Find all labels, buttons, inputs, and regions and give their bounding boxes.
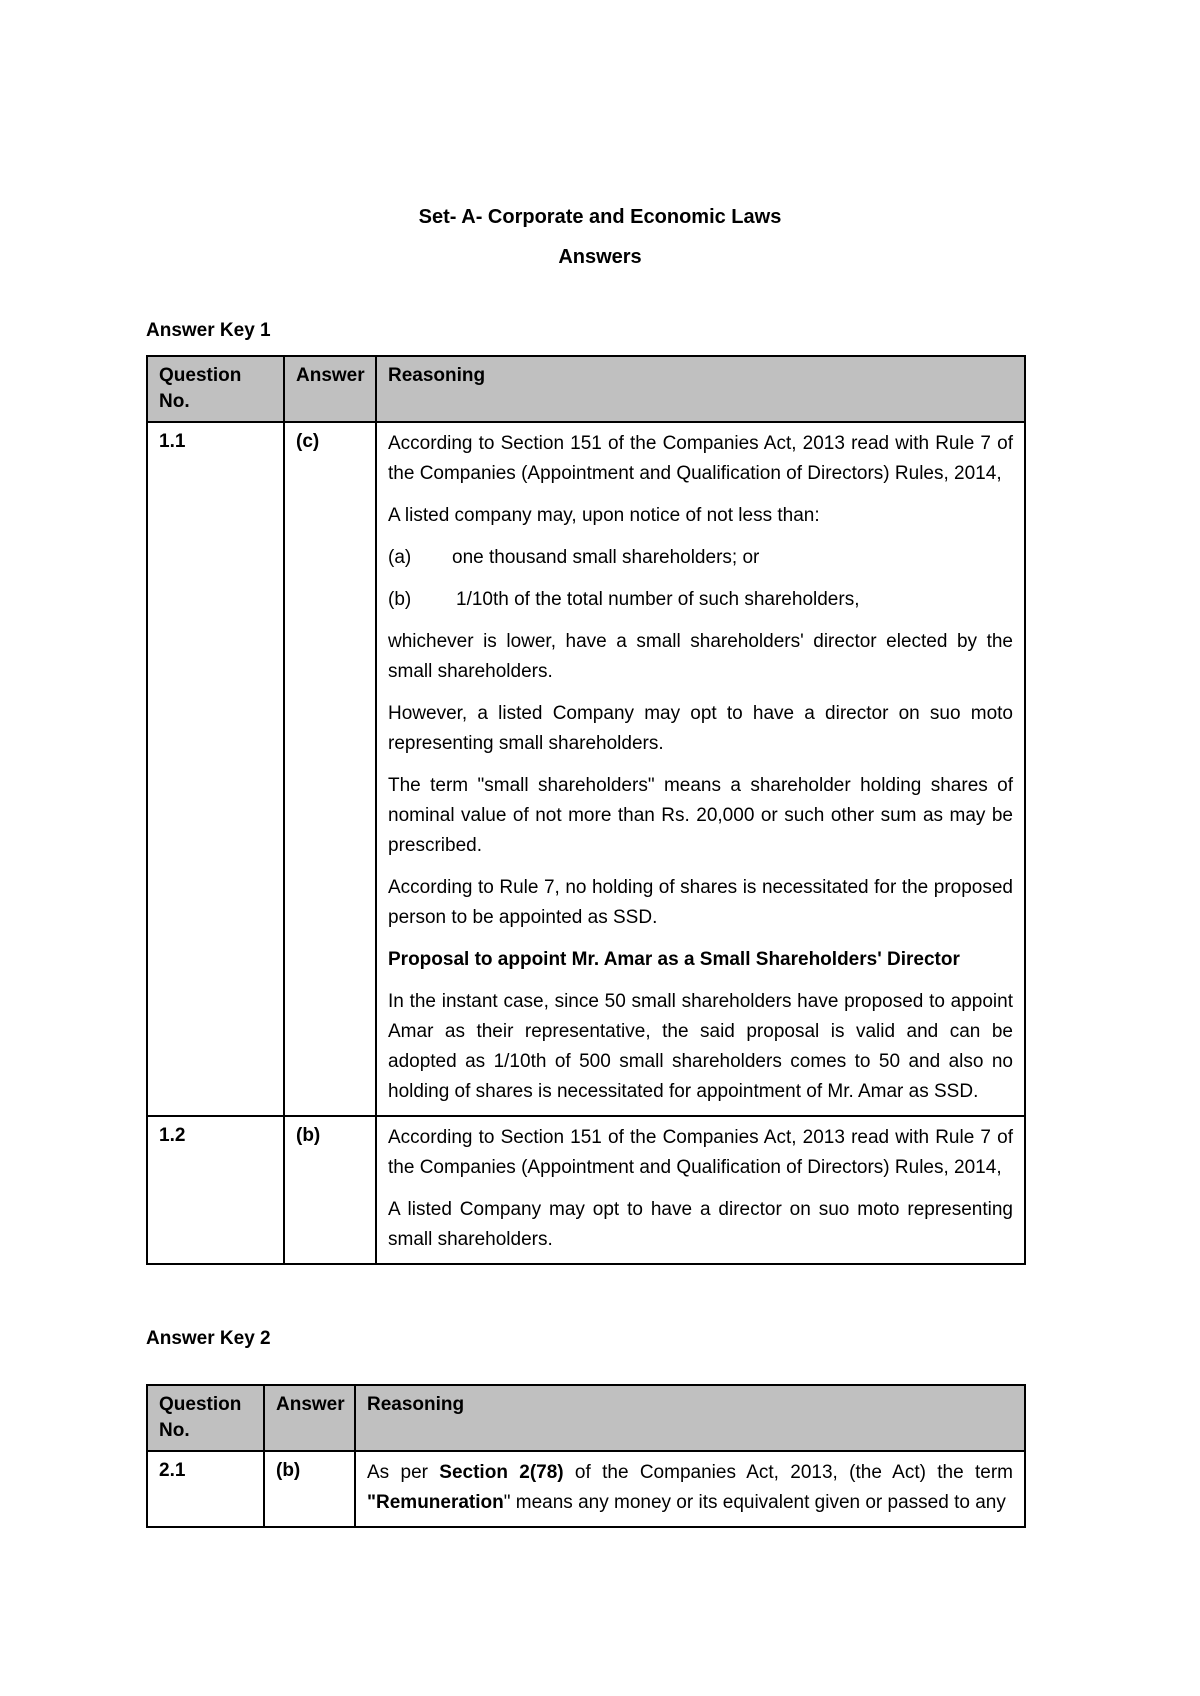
column-header-question: Question No. bbox=[147, 1385, 264, 1451]
question-number: 2.1 bbox=[147, 1451, 264, 1527]
question-number: 1.1 bbox=[147, 422, 284, 1116]
list-item-b bbox=[388, 585, 1013, 615]
table-header-row bbox=[147, 356, 1025, 422]
answer-option: (b) bbox=[264, 1451, 355, 1527]
reasoning-bold-text: Section 2(78) bbox=[439, 1462, 564, 1483]
reasoning-paragraph: However, a listed Company may opt to have a director on suo moto representing small shareholders. bbox=[388, 703, 1013, 754]
column-header-reasoning: Reasoning bbox=[355, 1385, 1025, 1451]
reasoning-paragraph: According to Rule 7, no holding of shares is necessitated for the proposed person to be appointed as SSD. bbox=[388, 877, 1013, 928]
column-header-reasoning: Reasoning bbox=[376, 356, 1025, 422]
answer-option: (c) bbox=[284, 422, 376, 1116]
reasoning-paragraph: According to Section 151 of the Companies Act, 2013 read with Rule 7 of the Companies (Appointment and Qualification of Directors) Rules, 2014, bbox=[388, 433, 1013, 484]
table-header-row bbox=[147, 1385, 1025, 1451]
answer-key-1-heading: Answer Key 1 bbox=[146, 320, 271, 341]
list-item-a bbox=[388, 543, 1013, 573]
table-row bbox=[147, 1451, 1025, 1527]
list-text: 1/10th of the total number of such shareholders, bbox=[456, 589, 860, 610]
answer-key-1-table bbox=[146, 355, 1026, 1265]
reasoning-paragraph: According to Section 151 of the Companies Act, 2013 read with Rule 7 of the Companies (Appointment and Qualification of Directors) Rules, 2014, bbox=[388, 1127, 1013, 1178]
column-header-answer: Answer bbox=[284, 356, 376, 422]
table-row bbox=[147, 422, 1025, 1116]
reasoning-paragraph: A listed Company may opt to have a director on suo moto representing small shareholders. bbox=[388, 1199, 1013, 1250]
reasoning-paragraph bbox=[367, 1458, 1013, 1518]
answer-key-2-heading: Answer Key 2 bbox=[146, 1328, 271, 1349]
answer-option: (b) bbox=[284, 1116, 376, 1264]
column-header-question: Question No. bbox=[147, 356, 284, 422]
reasoning-subheading: Proposal to appoint Mr. Amar as a Small Shareholders' Director bbox=[388, 949, 960, 970]
list-text: one thousand small shareholders; or bbox=[452, 547, 760, 568]
page-subtitle: Answers bbox=[558, 246, 642, 268]
reasoning-cell bbox=[376, 422, 1025, 1116]
page-title: Set- A- Corporate and Economic Laws bbox=[418, 206, 782, 228]
answer-key-2-table bbox=[146, 1384, 1026, 1528]
table-row bbox=[147, 1116, 1025, 1264]
list-marker: (a) bbox=[388, 547, 412, 568]
list-marker: (b) bbox=[388, 589, 412, 610]
reasoning-paragraph: In the instant case, since 50 small shareholders have proposed to appoint Amar as their representative, the said proposal is valid and can be adopted as 1/10th of 500 small shareholders comes to 50 and also no holding of shares is necessitated for appointment of Mr. Amar as SSD. bbox=[388, 991, 1013, 1102]
reasoning-paragraph: whichever is lower, have a small shareholders' director elected by the small shareholders. bbox=[388, 631, 1013, 682]
reasoning-cell bbox=[355, 1451, 1025, 1527]
reasoning-text: " means any money or its equivalent given or passed to any bbox=[503, 1492, 1006, 1513]
reasoning-paragraph: The term "small shareholders" means a shareholder holding shares of nominal value of not more than Rs. 20,000 or such other sum as may be prescribed. bbox=[388, 775, 1013, 856]
reasoning-cell bbox=[376, 1116, 1025, 1264]
column-header-answer: Answer bbox=[264, 1385, 355, 1451]
reasoning-paragraph: A listed company may, upon notice of not less than: bbox=[388, 505, 820, 526]
reasoning-bold-text: "Remuneration bbox=[367, 1492, 504, 1513]
reasoning-text: As per bbox=[367, 1462, 440, 1483]
question-number: 1.2 bbox=[147, 1116, 284, 1264]
reasoning-text: of the Companies Act, 2013, (the Act) the term bbox=[563, 1462, 1014, 1483]
